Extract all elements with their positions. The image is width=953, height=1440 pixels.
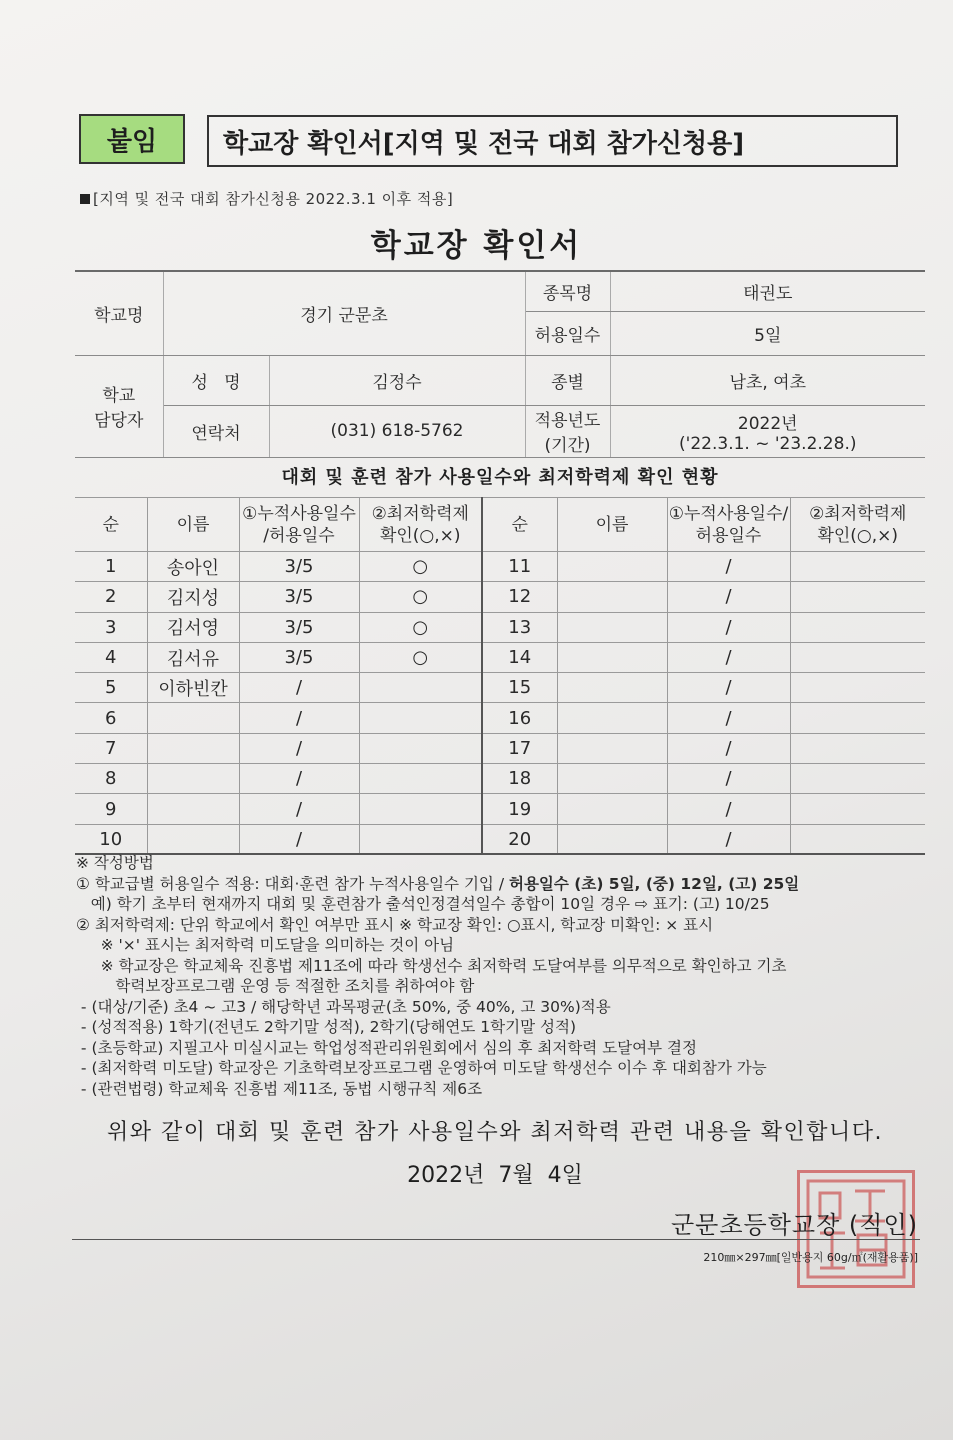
row-name-right xyxy=(557,552,667,582)
row-name xyxy=(147,764,239,794)
row-name xyxy=(147,733,239,763)
row-name: 김서영 xyxy=(147,612,239,642)
row-days: / xyxy=(239,794,359,824)
document-date: 2022년 7월 4일 xyxy=(407,1163,583,1188)
row-name-right xyxy=(557,733,667,763)
row-days: 3/5 xyxy=(239,612,359,642)
row-days-right: / xyxy=(667,673,790,703)
row-name xyxy=(147,824,239,854)
notes-line: ※ '×' 표시는 최저학력 미도달을 의미하는 것이 아님 xyxy=(76,936,455,954)
col-header-no: 순 xyxy=(75,498,147,552)
row-check-right xyxy=(790,824,925,854)
document-title: 학교장 확인서 xyxy=(370,228,583,264)
table-row xyxy=(75,582,925,612)
writing-instructions xyxy=(76,853,799,1099)
manager-label: 학교 담당자 xyxy=(75,355,163,457)
period-label: 적용년도 (기간) xyxy=(525,405,610,457)
col-header-check-right: ②최저학력제 확인(○,×) xyxy=(790,498,925,552)
row-check-right xyxy=(790,582,925,612)
header-title: 학교장 확인서[지역 및 전국 대회 참가신청용] xyxy=(207,115,898,167)
notes-line: - (성적적용) 1학기(전년도 2학기말 성적), 2학기(당해연도 1학기말 성적) xyxy=(76,1018,576,1036)
notes-line: - (관련법령) 학교체육 진흥법 제11조, 동법 시행규칙 제6조 xyxy=(76,1079,483,1098)
row-name: 김서유 xyxy=(147,642,239,672)
row-no-right: 12 xyxy=(482,582,557,612)
row-no: 1 xyxy=(75,552,147,582)
notes-line: ① 학교급별 허용일수 적용: 대회·훈련 참가 누적사용일수 기입 / 허용일수 (초) 5일, (중) 12일, (고) 25일 xyxy=(76,874,800,893)
notes-line: ※ 학교장은 학교체육 진흥법 제11조에 따라 학생선수 최저학력 도달여부를 의무적으로 확인하고 기초 xyxy=(76,956,787,975)
table-row xyxy=(75,673,925,703)
row-days-right: / xyxy=(667,703,790,733)
row-name: 이하빈칸 xyxy=(147,673,239,703)
days-label: 허용일수 xyxy=(525,311,610,355)
row-name-right xyxy=(557,794,667,824)
row-no: 9 xyxy=(75,794,147,824)
col-header-days: ①누적사용일수 /허용일수 xyxy=(239,498,359,552)
row-no-right: 18 xyxy=(482,764,557,794)
participation-table xyxy=(75,497,925,855)
row-check xyxy=(359,824,482,854)
school-value: 경기 군문초 xyxy=(163,271,525,355)
row-days-right: / xyxy=(667,642,790,672)
row-no-right: 19 xyxy=(482,794,557,824)
col-header-days-right: ①누적사용일수/ 허용일수 xyxy=(667,498,790,552)
division-label: 종별 xyxy=(525,355,610,405)
attachment-badge: 붙임 xyxy=(79,114,185,164)
col-header-name-right: 이름 xyxy=(557,498,667,552)
row-name-right xyxy=(557,612,667,642)
row-check: ○ xyxy=(359,642,482,672)
row-days: / xyxy=(239,764,359,794)
notes-line: ② 최저학력제: 단위 학교에서 확인 여부만 표시 ※ 학교장 확인: ○표시, 학교장 미확인: × 표시 xyxy=(76,915,714,934)
row-no: 4 xyxy=(75,642,147,672)
division-value: 남초, 여초 xyxy=(610,355,925,405)
row-no: 2 xyxy=(75,582,147,612)
contact-label: 연락처 xyxy=(163,405,269,457)
row-no-right: 13 xyxy=(482,612,557,642)
days-value: 5일 xyxy=(610,311,925,355)
row-check-right xyxy=(790,552,925,582)
applicability-note xyxy=(80,188,453,209)
row-check-right xyxy=(790,794,925,824)
row-days-right: / xyxy=(667,794,790,824)
notes-line: - (최저학력 미도달) 학교장은 기초학력보장프로그램 운영하여 미도달 학생선수 이수 후 대회참가 가능 xyxy=(76,1059,767,1077)
row-check-right xyxy=(790,673,925,703)
row-days: 3/5 xyxy=(239,582,359,612)
row-days: / xyxy=(239,703,359,733)
row-days-right: / xyxy=(667,612,790,642)
row-no-right: 17 xyxy=(482,733,557,763)
row-name: 송아인 xyxy=(147,552,239,582)
row-days-right: / xyxy=(667,582,790,612)
row-name-right xyxy=(557,764,667,794)
table-row xyxy=(75,612,925,642)
confirmation-statement: 위와 같이 대회 및 훈련 참가 사용일수와 최저학력 관련 내용을 확인합니다. xyxy=(107,1120,883,1145)
notes-line: - (초등학교) 지필고사 미실시교는 학업성적관리위원회에서 심의 후 최저학력 도달여부 결정 xyxy=(76,1038,697,1057)
contact-value: (031) 618-5762 xyxy=(269,405,525,457)
row-days: / xyxy=(239,673,359,703)
name-label: 성 명 xyxy=(163,355,269,405)
row-check-right xyxy=(790,733,925,763)
row-name-right xyxy=(557,824,667,854)
row-no-right: 14 xyxy=(482,642,557,672)
section-title: 대회 및 훈련 참가 사용일수와 최저학력제 확인 현황 xyxy=(281,467,719,488)
row-check xyxy=(359,794,482,824)
row-name xyxy=(147,703,239,733)
row-days-right: / xyxy=(667,733,790,763)
table-row xyxy=(75,824,925,854)
table-row xyxy=(75,764,925,794)
col-header-no-right: 순 xyxy=(482,498,557,552)
row-check xyxy=(359,764,482,794)
notes-heading: ※ 작성방법 xyxy=(76,854,154,872)
row-check xyxy=(359,703,482,733)
notes-line: - (대상/기준) 초4 ~ 고3 / 해당학년 과목평균(초 50%, 중 40%, 고 30%)적용 xyxy=(76,997,611,1016)
row-days: 3/5 xyxy=(239,552,359,582)
row-days: / xyxy=(239,733,359,763)
row-no-right: 15 xyxy=(482,673,557,703)
row-check: ○ xyxy=(359,552,482,582)
row-no: 7 xyxy=(75,733,147,763)
square-bullet-icon xyxy=(80,194,90,204)
row-no-right: 20 xyxy=(482,824,557,854)
row-name-right xyxy=(557,703,667,733)
row-no-right: 11 xyxy=(482,552,557,582)
table-row xyxy=(75,642,925,672)
row-no-right: 16 xyxy=(482,703,557,733)
row-no: 10 xyxy=(75,824,147,854)
row-days: 3/5 xyxy=(239,642,359,672)
row-no: 3 xyxy=(75,612,147,642)
row-days: / xyxy=(239,824,359,854)
row-no: 8 xyxy=(75,764,147,794)
table-row xyxy=(75,794,925,824)
row-check: ○ xyxy=(359,582,482,612)
sport-value: 태권도 xyxy=(610,271,925,311)
table-row xyxy=(75,552,925,582)
col-header-check: ②최저학력제 확인(○,×) xyxy=(359,498,482,552)
row-days-right: / xyxy=(667,764,790,794)
row-check: ○ xyxy=(359,612,482,642)
table-row xyxy=(75,733,925,763)
applicability-note-text: [지역 및 전국 대회 참가신청용 2022.3.1 이후 적용] xyxy=(93,190,454,208)
row-name xyxy=(147,794,239,824)
notes-line: 예) 학기 초부터 현재까지 대회 및 훈련참가 출석인정결석일수 총합이 10일 경우 ⇨ 표기: (고) 10/25 xyxy=(76,895,770,913)
row-name-right xyxy=(557,642,667,672)
paper-spec: 210㎜×297㎜[일반용지 60g/㎡(재활용품)] xyxy=(703,1251,918,1264)
row-check xyxy=(359,733,482,763)
principal-signature: 군문초등학교장 (직인) xyxy=(670,1211,918,1239)
row-check-right xyxy=(790,703,925,733)
row-check-right xyxy=(790,642,925,672)
row-days-right: / xyxy=(667,552,790,582)
sport-label: 종목명 xyxy=(525,271,610,311)
row-name-right xyxy=(557,673,667,703)
col-header-name: 이름 xyxy=(147,498,239,552)
row-name: 김지성 xyxy=(147,582,239,612)
notes-line: 학력보장프로그램 운영 등 적절한 조치를 취하여야 함 xyxy=(76,977,475,995)
name-value: 김정수 xyxy=(269,355,525,405)
footer-divider xyxy=(72,1239,920,1240)
row-days-right: / xyxy=(667,824,790,854)
row-check xyxy=(359,673,482,703)
row-check-right xyxy=(790,764,925,794)
info-table xyxy=(75,270,925,458)
table-row xyxy=(75,703,925,733)
row-no: 6 xyxy=(75,703,147,733)
row-no: 5 xyxy=(75,673,147,703)
row-name-right xyxy=(557,582,667,612)
row-check-right xyxy=(790,612,925,642)
period-value: 2022년 ('22.3.1. ~ '23.2.28.) xyxy=(610,405,925,457)
school-label: 학교명 xyxy=(75,271,163,355)
